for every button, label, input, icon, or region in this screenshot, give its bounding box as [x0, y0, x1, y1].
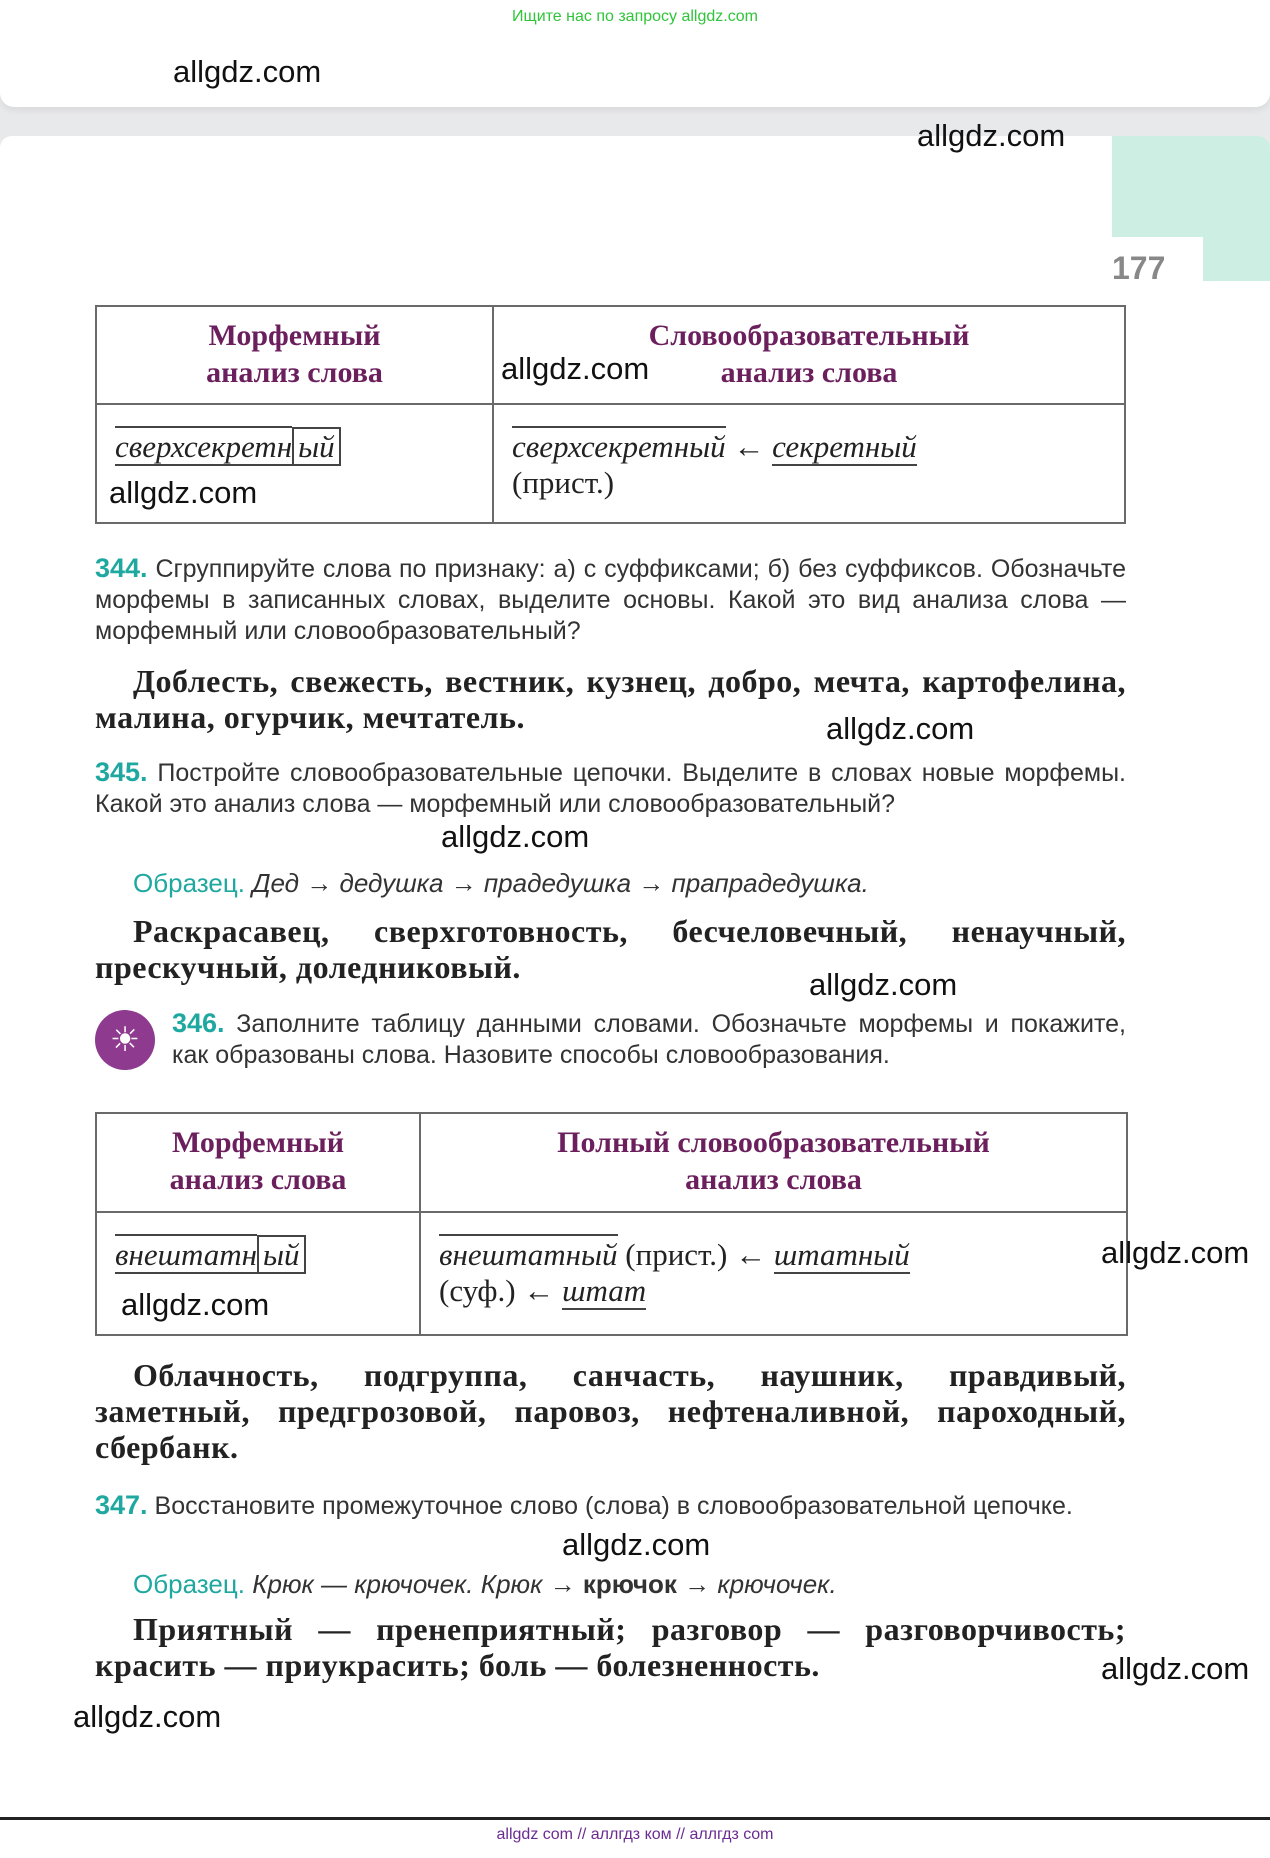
watermark: allgdz.com	[173, 54, 322, 89]
method: (прист.) ←	[625, 1237, 767, 1272]
exercise-347-sample	[133, 1569, 837, 1600]
header-line: Словообразовательный	[648, 319, 970, 352]
header-line: анализ слова	[206, 356, 383, 389]
morph-root: внештатн	[115, 1234, 257, 1274]
header-line: Морфемный	[208, 319, 381, 352]
watermark: allgdz.com	[109, 475, 258, 510]
exercise-text: Восстановите промежуточное слово (слова) в словообразовательной цепочке.	[154, 1492, 1073, 1520]
morph-root: сверхсекретн	[115, 426, 292, 466]
exercise-number: 345.	[95, 757, 148, 787]
exercise-344-words: Доблесть, свежесть, вестник, кузнец, добро, мечта, картофелина, малина, огурчик, мечтатель.	[95, 663, 1126, 735]
exercise-text: Постройте словообразовательные цепочки. Выделите в словах новые морфемы. Какой это анализ слова — морфемный или словообразовательный?	[95, 759, 1126, 818]
exercise-345-words: Раскрасавец, сверхготовность, бесчеловечный, ненаучный, прескучный, доледниковый.	[95, 913, 1126, 985]
exercise-number: 344.	[95, 553, 148, 583]
watermark: allgdz.com	[121, 1287, 270, 1322]
arrow: ←	[733, 429, 765, 464]
sample-text: → крючочек.	[684, 1569, 837, 1599]
exercise-345-sample	[133, 868, 869, 899]
sample-text: Дед → дедушка → прадедушка → прапрадедушка.	[252, 868, 869, 898]
exercise-number: 346.	[172, 1008, 225, 1038]
lightbulb-icon: ☀	[95, 1010, 155, 1070]
table2-header-morph	[96, 1113, 420, 1212]
header-line: анализ слова	[685, 1163, 862, 1196]
method: (суф.) ←	[439, 1273, 555, 1308]
morph-ending: ый	[257, 1235, 306, 1274]
header-line: анализ слова	[720, 356, 898, 389]
watermark: allgdz.com	[562, 1527, 711, 1562]
exercise-346	[172, 1008, 1126, 1071]
table2-header-deriv	[420, 1113, 1127, 1212]
table1-header-morph	[96, 306, 493, 404]
header-line: Полный словообразовательный	[557, 1126, 990, 1159]
sample-label: Образец.	[133, 1569, 245, 1599]
top-banner: Ищите нас по запросу allgdz.com	[0, 0, 1270, 41]
morph-ending: ый	[292, 427, 341, 466]
base-word: секретный	[772, 429, 917, 464]
sample-text: Крюк — крючочек. Крюк →	[252, 1569, 576, 1599]
page-number: 177	[1112, 250, 1166, 286]
table1-deriv-cell	[493, 404, 1125, 523]
derived-word: сверхсекретный	[512, 426, 726, 464]
exercise-text: Заполните таблицу данными словами. Обозначьте морфемы и покажите, как образованы слова. Назовите способы словообразования.	[172, 1010, 1126, 1069]
exercise-345	[95, 757, 1126, 820]
method: (прист.)	[512, 465, 615, 500]
derived-word: внештатный	[439, 1234, 618, 1272]
exercise-347-words: Приятный — пренеприятный; разговор — разговорчивость; красить — приукрасить; боль — болезненность.	[95, 1611, 1126, 1683]
footer-divider	[0, 1817, 1270, 1820]
table2-deriv-cell	[420, 1212, 1127, 1335]
header-line: анализ слова	[169, 1163, 347, 1196]
exercise-344	[95, 553, 1126, 647]
exercise-346-words: Облачность, подгруппа, санчасть, наушник, правдивый, заметный, предгрозовой, паровоз, нефтеналивной, пароходный, сбербанк.	[95, 1357, 1126, 1465]
watermark: allgdz.com	[809, 967, 958, 1002]
watermark: allgdz.com	[501, 351, 650, 386]
exercise-text: Сгруппируйте слова по признаку: а) с суффиксами; б) без суффиксов. Обозначьте морфемы в записанных словах, выделите основы. Какой это вид анализа слова — морфемный или словообразовательный?	[95, 555, 1127, 645]
watermark: allgdz.com	[73, 1699, 222, 1734]
watermark: allgdz.com	[441, 819, 590, 854]
watermark: allgdz.com	[826, 711, 975, 746]
sample-bold-word: крючок	[582, 1569, 677, 1599]
exercise-number: 347.	[95, 1490, 148, 1520]
sample-label: Образец.	[133, 868, 245, 898]
watermark: allgdz.com	[917, 118, 1066, 153]
header-line: Морфемный	[171, 1126, 345, 1159]
base-word: штат	[562, 1273, 647, 1308]
footer-text: allgdz com // аллгдз ком // аллгдз com	[496, 1826, 774, 1843]
exercise-347	[95, 1490, 1126, 1522]
watermark: allgdz.com	[1101, 1235, 1250, 1270]
base-word: штатный	[773, 1237, 910, 1272]
watermark: allgdz.com	[1101, 1651, 1250, 1686]
